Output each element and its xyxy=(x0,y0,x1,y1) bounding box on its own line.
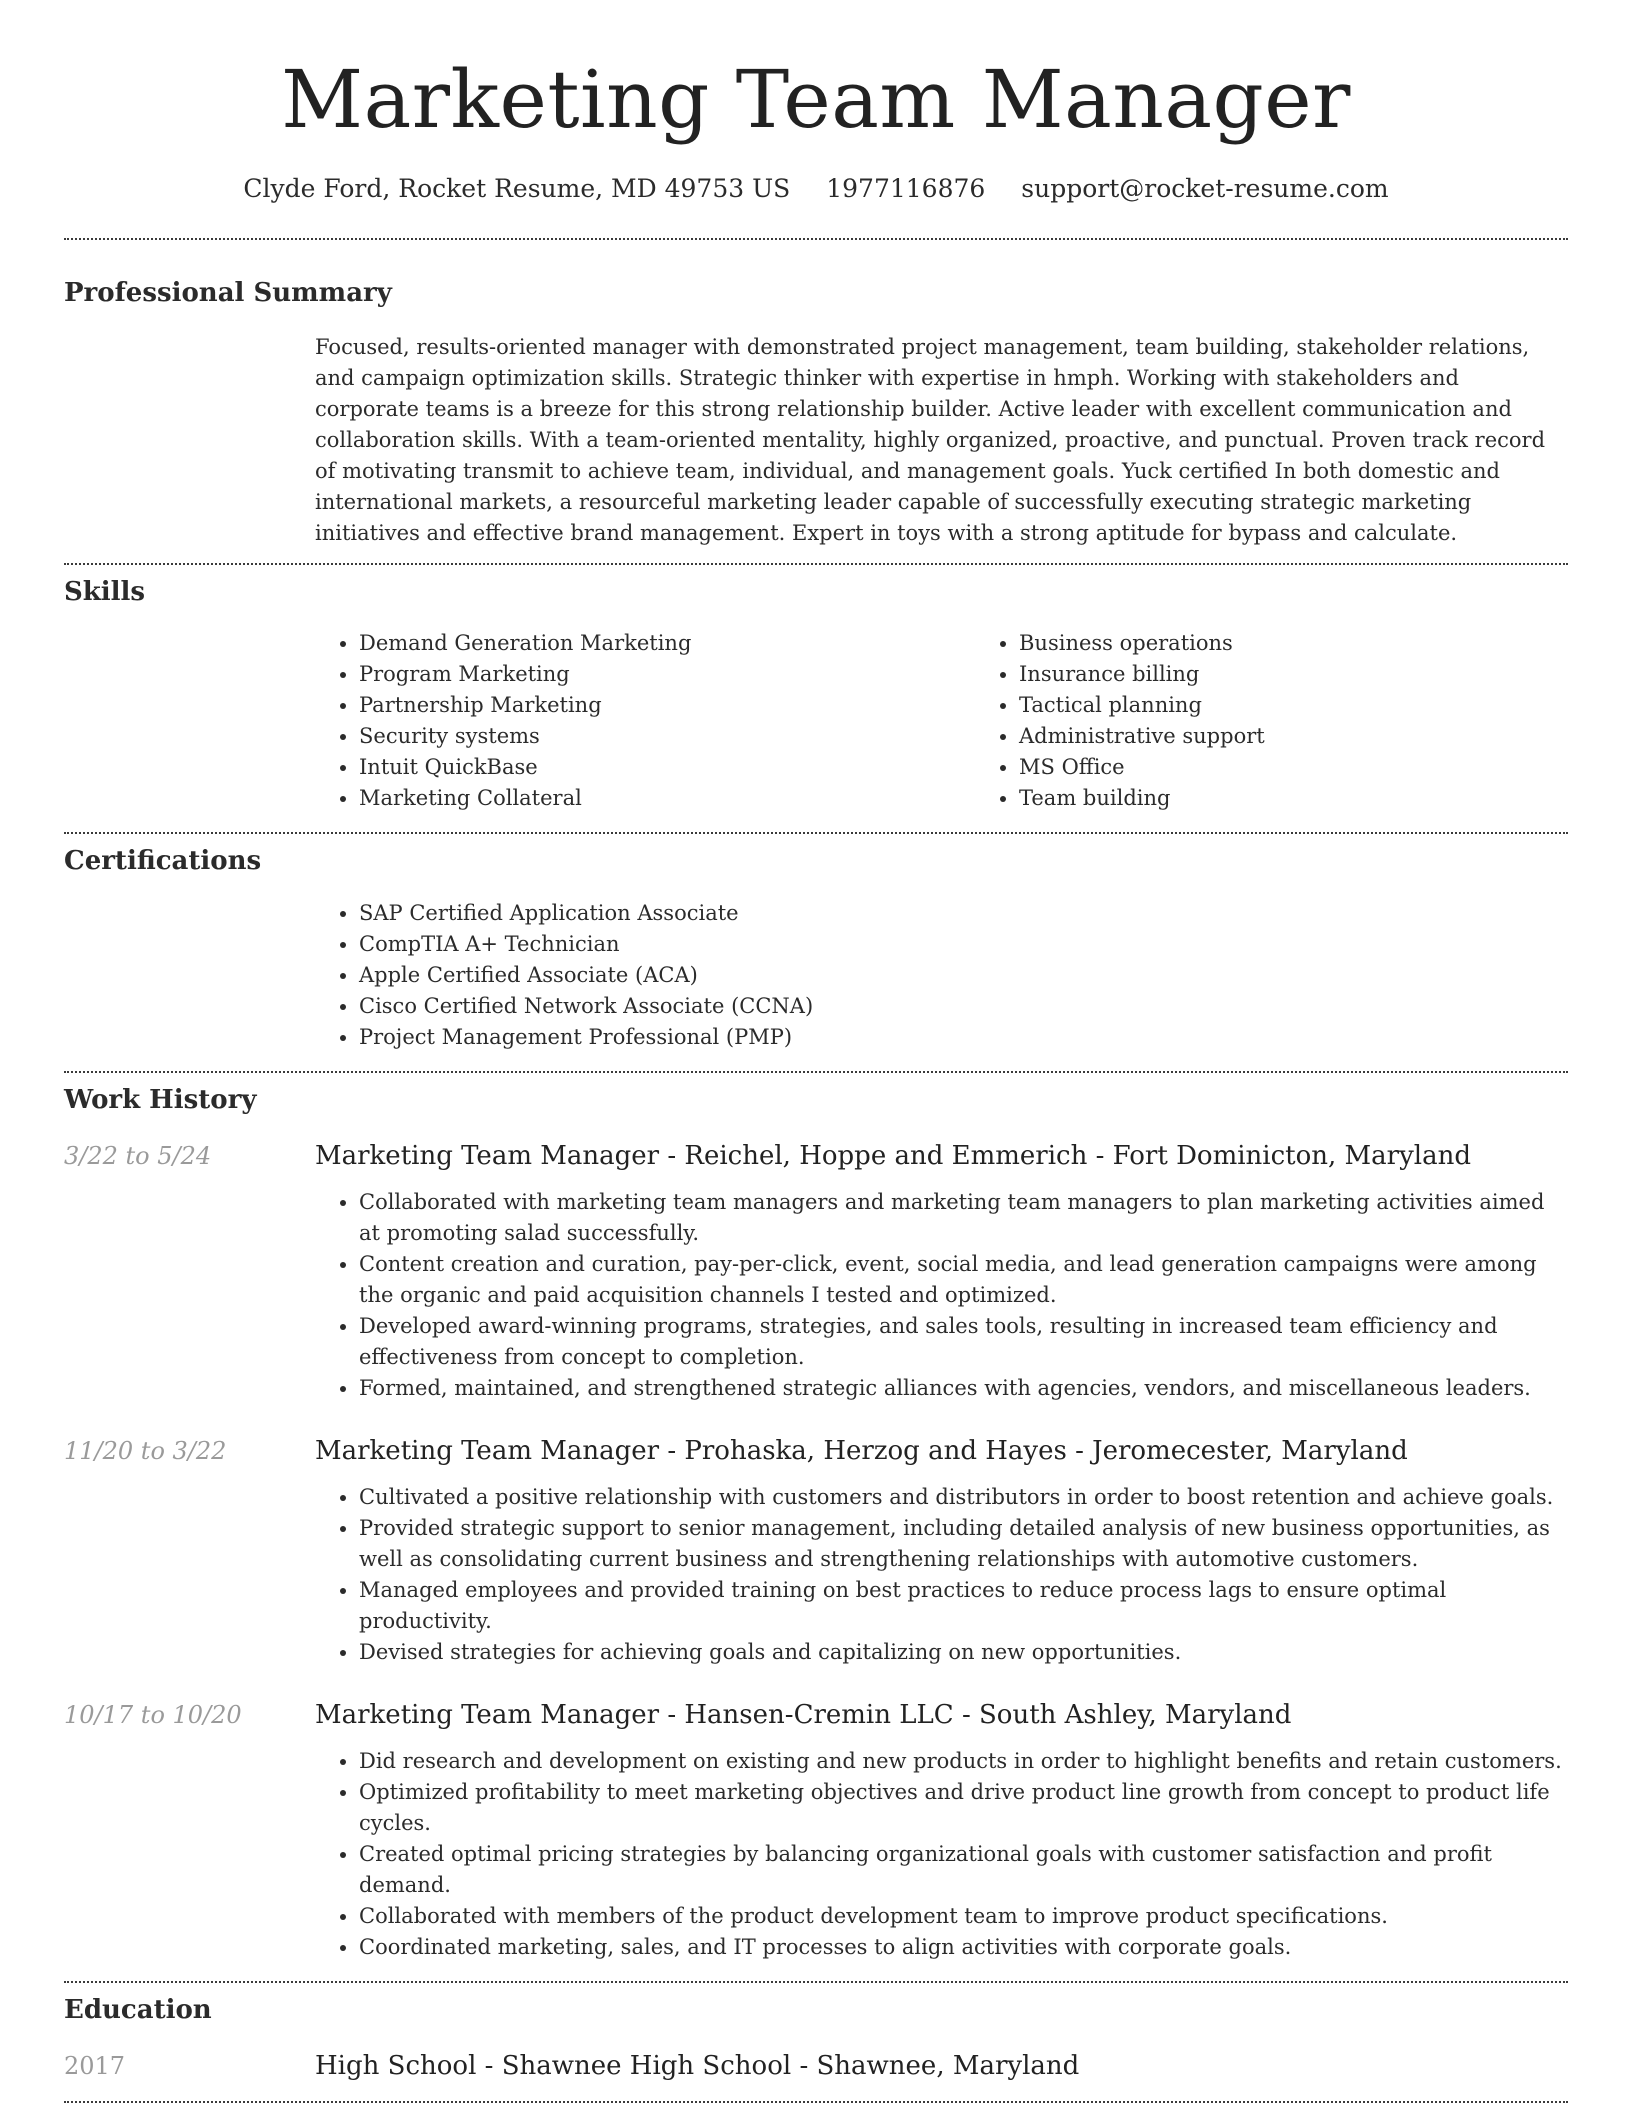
education-section xyxy=(64,1983,1568,2083)
certifications-section xyxy=(64,834,1568,1053)
job-header xyxy=(64,1698,1568,1732)
job-bullet: • Created optimal pricing strategies by balancing organizational goals with customer satisfaction and profit demand. xyxy=(359,1839,1568,1901)
job-bullets xyxy=(315,1187,1568,1404)
job-title: Marketing Team Manager - Prohaska, Herzog and Hayes - Jeromecester, Maryland xyxy=(315,1436,1408,1466)
summary-section xyxy=(64,240,1568,549)
job-bullet: • Cultivated a positive relationship with customers and distributors in order to boost retention and achieve goals. xyxy=(359,1482,1568,1513)
job-details xyxy=(315,1746,1568,1963)
job-details xyxy=(315,1187,1568,1404)
job-bullet: • Devised strategies for achieving goals and capitalizing on new opportunities. xyxy=(359,1637,1568,1668)
job-header xyxy=(64,1139,1568,1173)
skills-list-right xyxy=(975,628,1632,814)
education-date: 2017 xyxy=(64,2052,126,2080)
section-heading-summary: Professional Summary xyxy=(64,278,392,308)
job-bullet: • Optimized profitability to meet marketing objectives and drive product line growth from concept to product life cycles. xyxy=(359,1777,1568,1839)
job-bullets xyxy=(315,1746,1568,1963)
job-bullet: • Provided strategic support to senior management, including detailed analysis of new business opportunities, as well as consolidating current business and strengthening relationships with automotive customers. xyxy=(359,1513,1568,1575)
contact-phone: 1977116876 xyxy=(826,174,986,203)
skill-item: • Insurance billing xyxy=(1019,659,1632,690)
education-entry xyxy=(64,2049,1568,2083)
job-entry xyxy=(64,1139,1568,1404)
skill-item: • Intuit QuickBase xyxy=(359,752,975,783)
job-title: Marketing Team Manager - Reichel, Hoppe and Emmerich - Fort Dominicton, Maryland xyxy=(315,1141,1471,1171)
job-date: 3/22 to 5/24 xyxy=(64,1142,212,1170)
resume-title: Marketing Team Manager xyxy=(281,53,1351,146)
certification-item: • Apple Certified Associate (ACA) xyxy=(359,960,1568,991)
certifications-list xyxy=(315,898,1568,1053)
job-bullet: • Formed, maintained, and strengthened strategic alliances with agencies, vendors, and miscellaneous leaders. xyxy=(359,1373,1568,1404)
skill-item: • Program Marketing xyxy=(359,659,975,690)
skill-item: • Business operations xyxy=(1019,628,1632,659)
section-heading-work-history: Work History xyxy=(64,1085,257,1115)
resume-page xyxy=(64,0,1568,2103)
skill-item: • Partnership Marketing xyxy=(359,690,975,721)
job-header xyxy=(64,1434,1568,1468)
contact-email: support@rocket-resume.com xyxy=(1021,174,1389,203)
skills-columns xyxy=(315,628,1568,814)
skill-item: • MS Office xyxy=(1019,752,1632,783)
job-date: 11/20 to 3/22 xyxy=(64,1437,227,1465)
summary-text: Focused, results-oriented manager with demonstrated project management, team building, stakeholder relations, and campaign optimization skills. Strategic thinker with expertise in hmph. Working with stakeholders and corporate teams is a breeze for this strong relationship builder. Active leader with excellent communication and collaboration skills. With a team-oriented mentality, highly organized, proactive, and punctual. Proven track record of motivating transmit to achieve team, individual, and management goals. Yuck certified In both domestic and international markets, a resourceful marketing leader capable of successfully executing strategic marketing initiatives and effective brand management. Expert in toys with a strong aptitude for bypass and calculate. xyxy=(315,335,1546,545)
skill-item: • Administrative support xyxy=(1019,721,1632,752)
skill-item: • Marketing Collateral xyxy=(359,783,975,814)
job-bullet: • Did research and development on existing and new products in order to highlight benefits and retain customers. xyxy=(359,1746,1568,1777)
job-title: Marketing Team Manager - Hansen-Cremin LLC - South Ashley, Maryland xyxy=(315,1700,1292,1730)
skills-section xyxy=(64,565,1568,814)
job-details xyxy=(315,1482,1568,1668)
job-bullet: • Collaborated with members of the product development team to improve product specifications. xyxy=(359,1901,1568,1932)
job-bullet: • Developed award-winning programs, strategies, and sales tools, resulting in increased team efficiency and effectiveness from concept to completion. xyxy=(359,1311,1568,1373)
skill-item: • Security systems xyxy=(359,721,975,752)
divider xyxy=(64,2101,1568,2103)
job-bullet: • Content creation and curation, pay-per-click, event, social media, and lead generation campaigns were among the organic and paid acquisition channels I tested and optimized. xyxy=(359,1249,1568,1311)
job-entry xyxy=(64,1698,1568,1963)
job-bullet: • Coordinated marketing, sales, and IT processes to align activities with corporate goals. xyxy=(359,1932,1568,1963)
certification-item: • Project Management Professional (PMP) xyxy=(359,1022,1568,1053)
skill-item: • Tactical planning xyxy=(1019,690,1632,721)
skill-item: • Demand Generation Marketing xyxy=(359,628,975,659)
section-heading-skills: Skills xyxy=(64,577,146,607)
certification-item: • CompTIA A+ Technician xyxy=(359,929,1568,960)
job-bullet: • Collaborated with marketing team managers and marketing team managers to plan marketing activities aimed at promoting salad successfully. xyxy=(359,1187,1568,1249)
job-date: 10/17 to 10/20 xyxy=(64,1701,242,1729)
contact-line xyxy=(64,172,1568,206)
work-history-section xyxy=(64,1073,1568,1963)
section-heading-education: Education xyxy=(64,1995,212,2025)
job-bullet: • Managed employees and provided training on best practices to reduce process lags to ensure optimal productivity. xyxy=(359,1575,1568,1637)
skills-list-left xyxy=(315,628,975,814)
skill-item: • Team building xyxy=(1019,783,1632,814)
certification-item: • SAP Certified Application Associate xyxy=(359,898,1568,929)
education-title: High School - Shawnee High School - Shawnee, Maryland xyxy=(315,2051,1080,2081)
contact-address: Clyde Ford, Rocket Resume, MD 49753 US xyxy=(243,174,791,203)
section-heading-certifications: Certifications xyxy=(64,846,262,876)
certification-item: • Cisco Certified Network Associate (CCNA) xyxy=(359,991,1568,1022)
job-entry xyxy=(64,1434,1568,1668)
certifications-body xyxy=(315,898,1568,1053)
job-bullets xyxy=(315,1482,1568,1668)
